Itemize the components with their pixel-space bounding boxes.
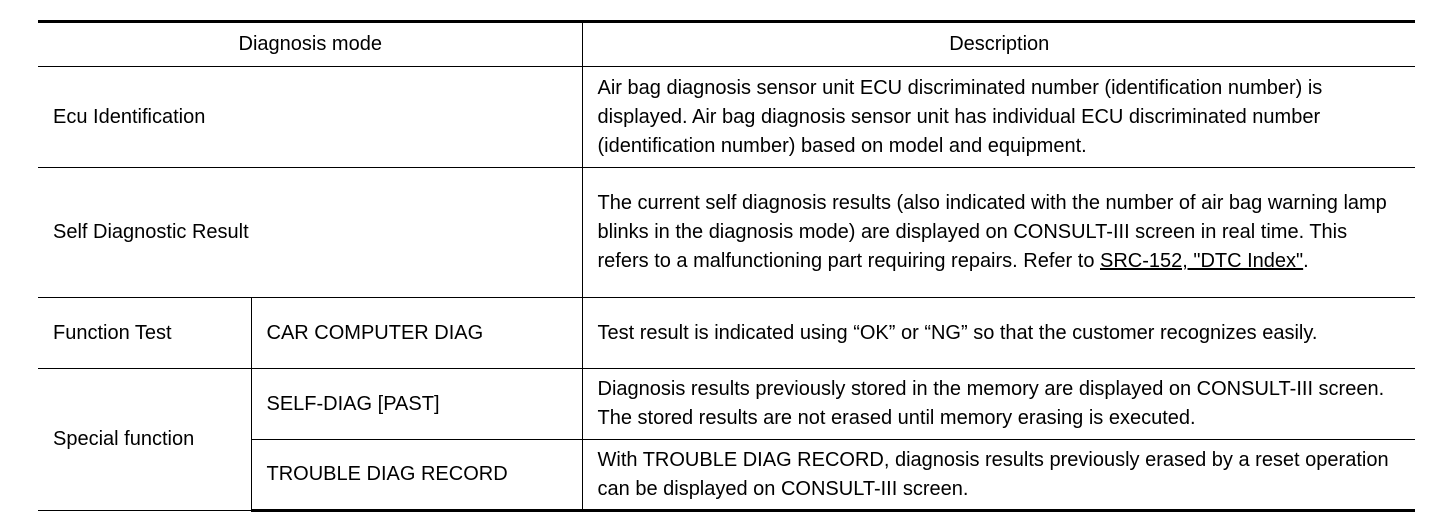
header-description: Description	[582, 22, 1415, 67]
refer-prefix: Refer to	[1023, 250, 1100, 272]
submode-cell: TROUBLE DIAG RECORD	[251, 440, 582, 511]
table-body	[38, 67, 1415, 511]
table-row-ecu-identification	[38, 67, 1415, 168]
dtc-index-link[interactable]: SRC-152, "DTC Index"	[1100, 250, 1304, 272]
description-cell: With TROUBLE DIAG RECORD, diagnosis results previously erased by a reset operation can be displayed on CONSULT-III screen.	[582, 440, 1415, 511]
submode-cell: CAR COMPUTER DIAG	[251, 298, 582, 369]
table-header	[38, 22, 1415, 67]
description-cell: Test result is indicated using “OK” or “NG” so that the customer recognizes easily.	[582, 298, 1415, 369]
diagnosis-mode-table	[38, 20, 1415, 512]
header-row	[38, 22, 1415, 67]
mode-cell: Self Diagnostic Result	[38, 168, 582, 298]
description-text: The current self diagnosis results (also indicated with the number of air bag warning lamp blinks in the diagnosis mode) are displayed on CONSULT-III screen in real time. This refers to a malfunctioning part requiring repairs.	[597, 192, 1387, 272]
description-cell: Diagnosis results previously stored in the memory are displayed on CONSULT-III screen. The stored results are not erased until memory erasing is executed.	[582, 369, 1415, 440]
table-row-self-diag-past	[38, 369, 1415, 440]
refer-suffix: .	[1303, 250, 1309, 272]
submode-cell: SELF-DIAG [PAST]	[251, 369, 582, 440]
table-row-function-test	[38, 298, 1415, 369]
mode-cell: Function Test	[38, 298, 251, 369]
description-cell: Air bag diagnosis sensor unit ECU discriminated number (identification number) is displayed. Air bag diagnosis sensor unit has individual ECU discriminated number (identification number) based on model and equipment.	[582, 67, 1415, 168]
mode-cell: Ecu Identification	[38, 67, 582, 168]
header-diagnosis-mode: Diagnosis mode	[38, 22, 582, 67]
table-row-self-diagnostic-result	[38, 168, 1415, 298]
description-cell	[582, 168, 1415, 298]
mode-cell: Special function	[38, 369, 251, 511]
